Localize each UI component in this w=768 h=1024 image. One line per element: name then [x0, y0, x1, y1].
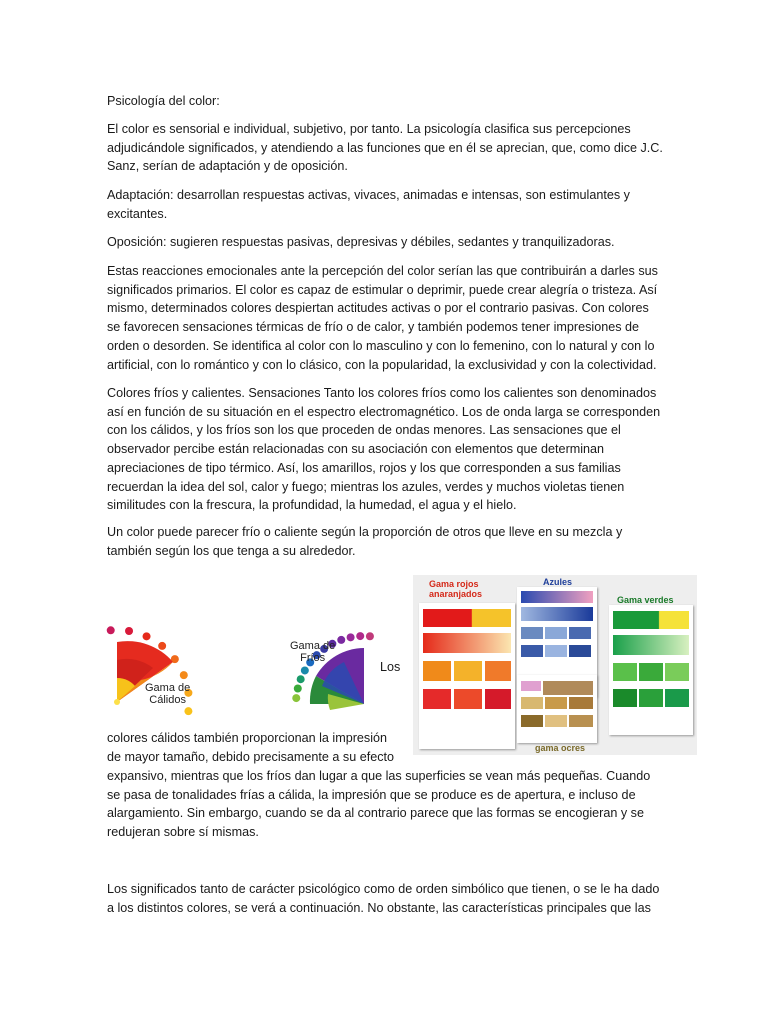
after-figure-line-2: de mayor tamaño, debido precisamente a su efecto [107, 750, 395, 764]
cold-label-line1: Gama de [290, 640, 336, 652]
color-dot [107, 626, 115, 634]
after-figure-line-1: colores cálidos también proporcionan la impresión [107, 731, 388, 745]
warm-gamut-figure [97, 618, 197, 724]
paragraph-adaptacion: Adaptación: desarrollan respuestas activas, vivaces, animadas e intensas, son estimulantes y excitantes. [107, 188, 630, 221]
paragraph-proporcion: Un color puede parecer frío o caliente según la proporción de otros que lleve en su mezcla y también según los que tenga a su alrededor. [107, 525, 623, 558]
paragraph-oposicion: Oposición: sugieren respuestas pasivas, depresivas y débiles, sedantes y tranquilizadoras. [107, 235, 615, 249]
color-dot [297, 675, 305, 683]
blues-label: Azules [543, 577, 573, 587]
color-dot [143, 632, 151, 640]
paragraph-significados: Los significados tanto de carácter psicológico como de orden simbólico que tienen, o se le ha dado a los distintos colores, se verá a continuación. No obstante, las características principales que las [107, 882, 660, 915]
warm-label-line1: Gama de [145, 682, 191, 694]
paragraph-intro: El color es sensorial e individual, subjetivo, por tanto. La psicología clasifica sus percepciones adjudicándole significados, y atendiendo a las funciones que en él se aprecian, que, como dice J.C. Sanz, serían de adaptación y de oposición. [107, 122, 663, 174]
color-dot [301, 666, 309, 674]
color-dot [125, 627, 133, 635]
color-dot [347, 633, 355, 641]
reds-panel [419, 603, 515, 749]
ochres-panel [517, 675, 597, 743]
greens-panel [609, 605, 693, 735]
greens-label: Gama verdes [617, 595, 674, 605]
color-dot [337, 636, 345, 644]
inline-word: Los [380, 660, 401, 674]
paragraph-frios-calientes: Colores fríos y calientes. Sensaciones Tanto los colores fríos como los calientes son denominados así en función de su situación en el espectro electromagnético. Los de onda larga se corresponden con los cálidos, y los fríos son los que proceden de ondas menores. Las sensaciones que el observador percibe están relacionadas con su asociación con elementos que determinan apreciaciones de tipo térmico. Así, los amarillos, rojos y los que corresponden a sus familias recuerdan la idea del sol, calor y fuego; mientras los azules, verdes y muchos violetas tienen similitudes con la frescura, la profundidad, la humedad, el agua y el hielo. [107, 386, 661, 513]
ochres-label: gama ocres [535, 743, 586, 753]
color-dot [180, 671, 188, 679]
color-dot [294, 684, 302, 692]
paragraph-reacciones: Estas reacciones emocionales ante la percepción del color serían las que contribuirán a darles sus significados primarios. El color es capaz de estimular o deprimir, puede crear alegría o tristeza. Así mismo, determinados colores despiertan actitudes activas o por el contrario pasivas. Con colores se favorecen sensaciones térmicas de frío o de calor, y también podemos tener impresiones de orden o desorden. Se identifica al color con lo masculino y con lo femenino, con lo natural y con lo artificial, con lo romántico y con lo clásico, con la popularidad, la exclusividad y con la colectividad. [107, 264, 658, 372]
color-dot [292, 694, 300, 702]
reds-label-line1: Gama rojos [429, 579, 479, 589]
palette-swatches-figure [413, 575, 697, 755]
cold-label-line2: Fríos [300, 652, 326, 664]
document-heading: Psicología del color: [107, 94, 220, 108]
paragraph-expansivo: expansivo, mientras que los fríos dan lugar a que las superficies se vean más pequeñas. Cuando se pasa de tonalidades frías a cálida, la impresión que se produce es de apertura, e incluso de alargamiento. Sin embargo, cuando se da al contrario parece que las formas se encogieran y se redujeran sobre sí mismas. [107, 769, 651, 840]
color-dot [158, 642, 166, 650]
color-dot [356, 632, 364, 640]
warm-label-line2: Cálidos [149, 694, 186, 706]
cold-gamut-figure [284, 620, 401, 726]
reds-label-line2: anaranjados [429, 589, 483, 599]
color-dot [184, 707, 192, 715]
color-dot [366, 632, 374, 640]
